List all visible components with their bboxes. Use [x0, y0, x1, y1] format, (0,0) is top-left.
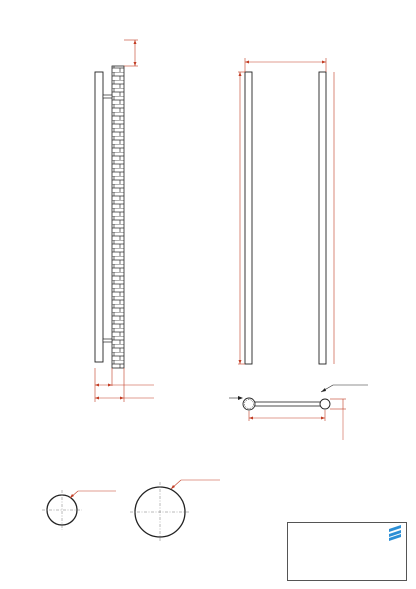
eastbrook-logo-icon	[389, 527, 401, 541]
b-section-rail	[255, 402, 321, 406]
b-section-left-tube	[243, 398, 255, 410]
company-info-box	[287, 522, 407, 581]
b-section-right-tube	[320, 399, 330, 409]
right-upright	[319, 72, 326, 364]
a-section-detail	[42, 490, 116, 530]
bottom-bracket	[103, 339, 112, 342]
left-upright	[245, 72, 252, 364]
b-section-top-view	[229, 396, 346, 440]
side-profile	[95, 72, 103, 362]
front-view	[238, 58, 368, 392]
top-bracket	[103, 95, 112, 98]
b-section-detail	[130, 480, 220, 542]
side-view	[95, 40, 154, 402]
wall-bricks	[112, 66, 124, 368]
